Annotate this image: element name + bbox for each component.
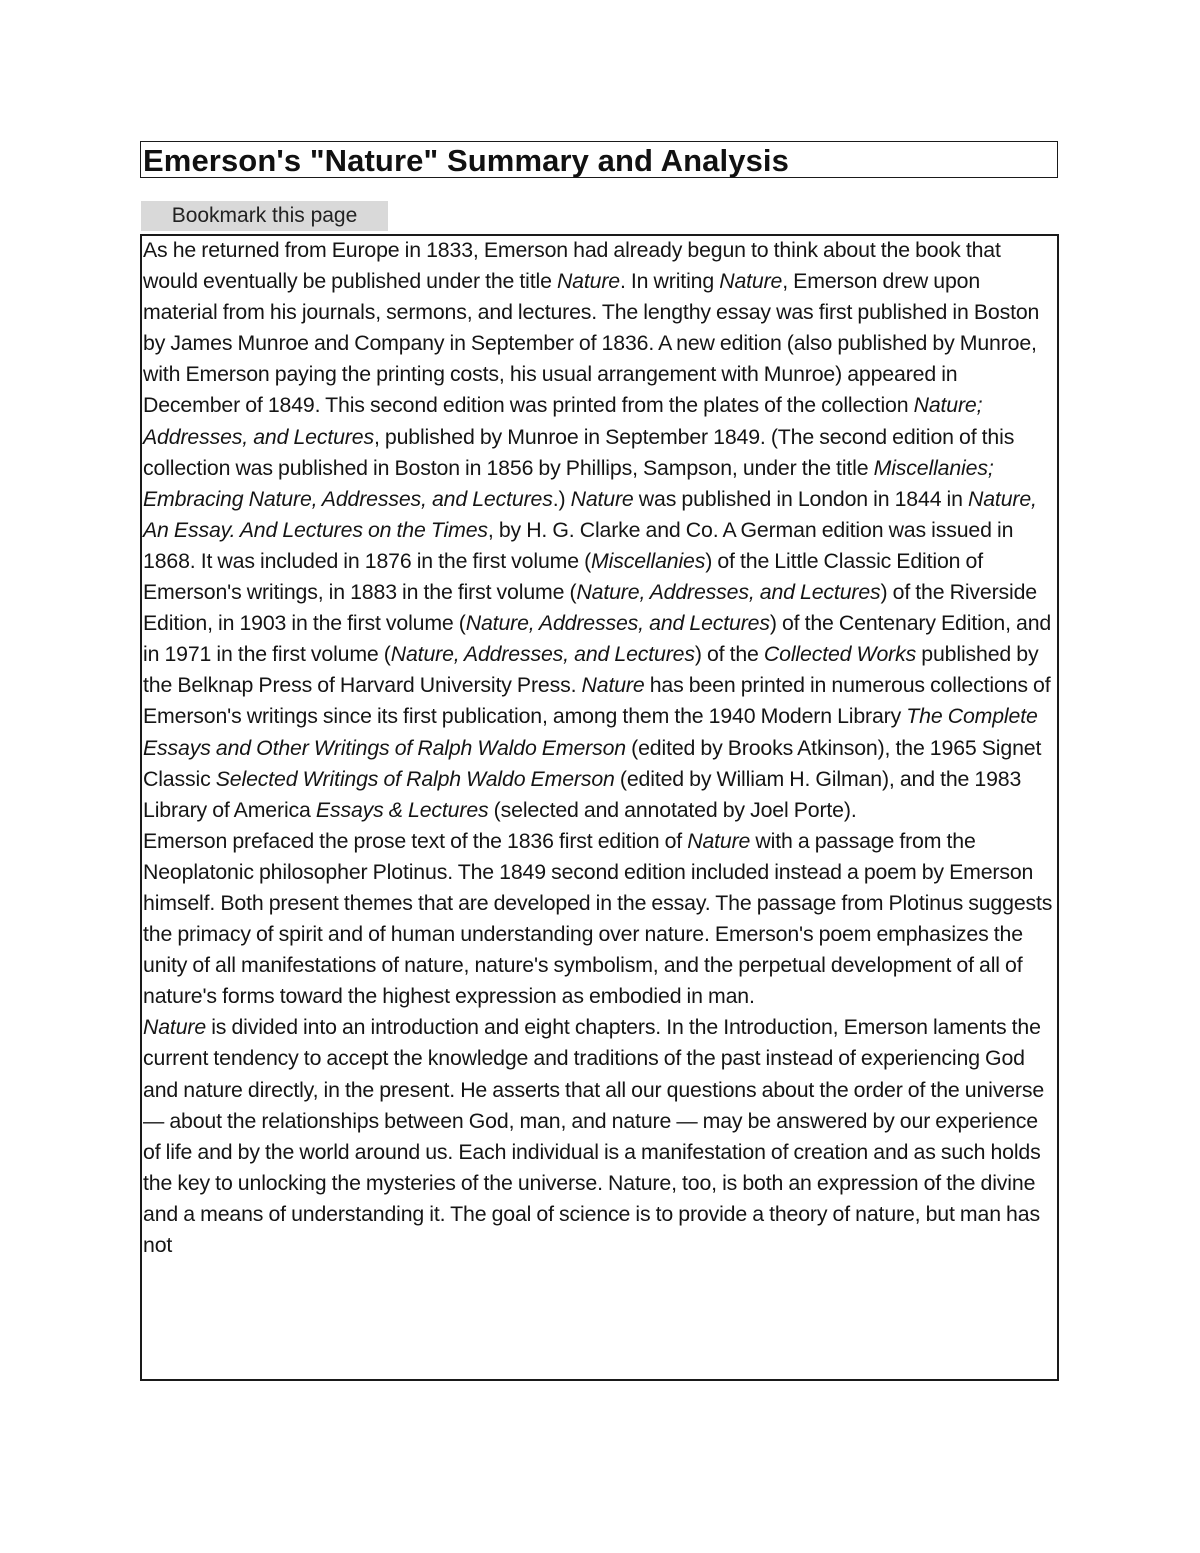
body-paragraph (143, 1012, 1057, 1261)
italic-title-text: Nature, Addresses, and Lectures (576, 580, 881, 605)
paragraph-text: , published by Munroe in September 1849. (The second edition of this collection was published in Boston in 1856 by Phillips, Sampson, under the title (143, 424, 1015, 480)
body-paragraph (143, 826, 1057, 1013)
paragraph-text: .) (552, 486, 571, 511)
paragraph-text: published by the Belknap Press of Harvard University Press. (143, 642, 1039, 698)
paragraph-text: (edited by Brooks Atkinson), the 1965 Signet Classic (143, 735, 1042, 791)
italic-title-text: Nature, Addresses, and Lectures (465, 611, 770, 636)
italic-title-text: Nature (719, 269, 783, 294)
italic-title-text: Miscellanies; Embracing Nature, Addresses, and Lectures (143, 455, 994, 511)
paragraph-text: ) of the Riverside Edition, in 1903 in the first volume ( (143, 580, 1038, 636)
italic-title-text: Nature, An Essay. And Lectures on the Times (143, 486, 1037, 542)
italic-title-text: The Complete Essays and Other Writings of Ralph Waldo Emerson (143, 704, 1038, 760)
italic-title-text: Nature; Addresses, and Lectures (143, 393, 983, 449)
paragraph-text: ) of the (694, 642, 764, 667)
italic-title-text: Essays & Lectures (315, 797, 489, 822)
body-paragraph (143, 235, 1057, 826)
italic-title-text: Nature (143, 1015, 207, 1040)
paragraph-text: ) of the Centenary Edition, and in 1971 in the first volume ( (143, 611, 1052, 667)
italic-title-text: Nature (581, 673, 645, 698)
paragraph-text: with a passage from the Neoplatonic philosopher Plotinus. The 1849 second edition included instead a poem by Emerson himself. Both present themes that are developed in the essay. The passage from Plotinus suggests the primacy of spirit and of human understanding over nature. Emerson's poem emphasizes the unity of all manifestations of nature, nature's symbolism, and the perpetual development of all of nature's forms toward the highest expression as embodied in man. (143, 828, 1053, 1009)
italic-title-text: Nature (687, 828, 751, 853)
title-box (140, 141, 1058, 178)
paragraph-text: (selected and annotated by Joel Porte). (488, 797, 857, 822)
paragraph-text: was published in London in 1844 in (633, 486, 968, 511)
paragraph-text: has been printed in numerous collections of Emerson's writings since its first publication, among them the 1940 Modern Library (143, 673, 1051, 729)
bookmark-button[interactable]: Bookmark this page (141, 201, 388, 231)
paragraph-text: As he returned from Europe in 1833, Emerson had already begun to think about the book that would eventually be published under the title (143, 238, 1001, 294)
paragraph-text: , by H. G. Clarke and Co. A German edition was issued in 1868. It was included in 1876 in the first volume ( (143, 517, 1014, 573)
paragraph-text: Emerson prefaced the prose text of the 1836 first edition of (143, 828, 688, 853)
italic-title-text: Nature (556, 269, 620, 294)
italic-title-text: Selected Writings of Ralph Waldo Emerson (215, 766, 615, 791)
italic-title-text: Collected Works (763, 642, 917, 667)
paragraph-text: (edited by William H. Gilman), and the 1983 Library of America (143, 766, 1022, 822)
italic-title-text: Miscellanies (591, 548, 706, 573)
paragraph-text: ) of the Little Classic Edition of Emerson's writings, in 1883 in the first volume ( (143, 548, 984, 605)
italic-title-text: Nature, Addresses, and Lectures (390, 642, 695, 667)
page-title: Emerson's "Nature" Summary and Analysis (143, 143, 789, 178)
paragraph-text: is divided into an introduction and eight chapters. In the Introduction, Emerson laments the current tendency to accept the knowledge and traditions of the past instead of experiencing God and nature directly, in the present. He asserts that all our questions about the order of the universe — about the relationships between God, man, and nature — may be answered by our experience of life and by the world around us. Each individual is a manifestation of creation and as such holds the key to unlocking the mysteries of the universe. Nature, too, is both an expression of the divine and a means of understanding it. The goal of science is to provide a theory of nature, but man has not (143, 1015, 1045, 1257)
article-body (140, 234, 1059, 1381)
paragraph-text: , Emerson drew upon material from his journals, sermons, and lectures. The lengthy essay was first published in Boston by James Munroe and Company in September of 1836. A new edition (also published by Munroe, with Emerson paying the printing costs, his usual arrangement with Munroe) appeared in December of 1849. This second edition was printed from the plates of the collection (143, 269, 1040, 418)
paragraph-text: . In writing (619, 269, 720, 294)
italic-title-text: Nature (570, 486, 634, 511)
